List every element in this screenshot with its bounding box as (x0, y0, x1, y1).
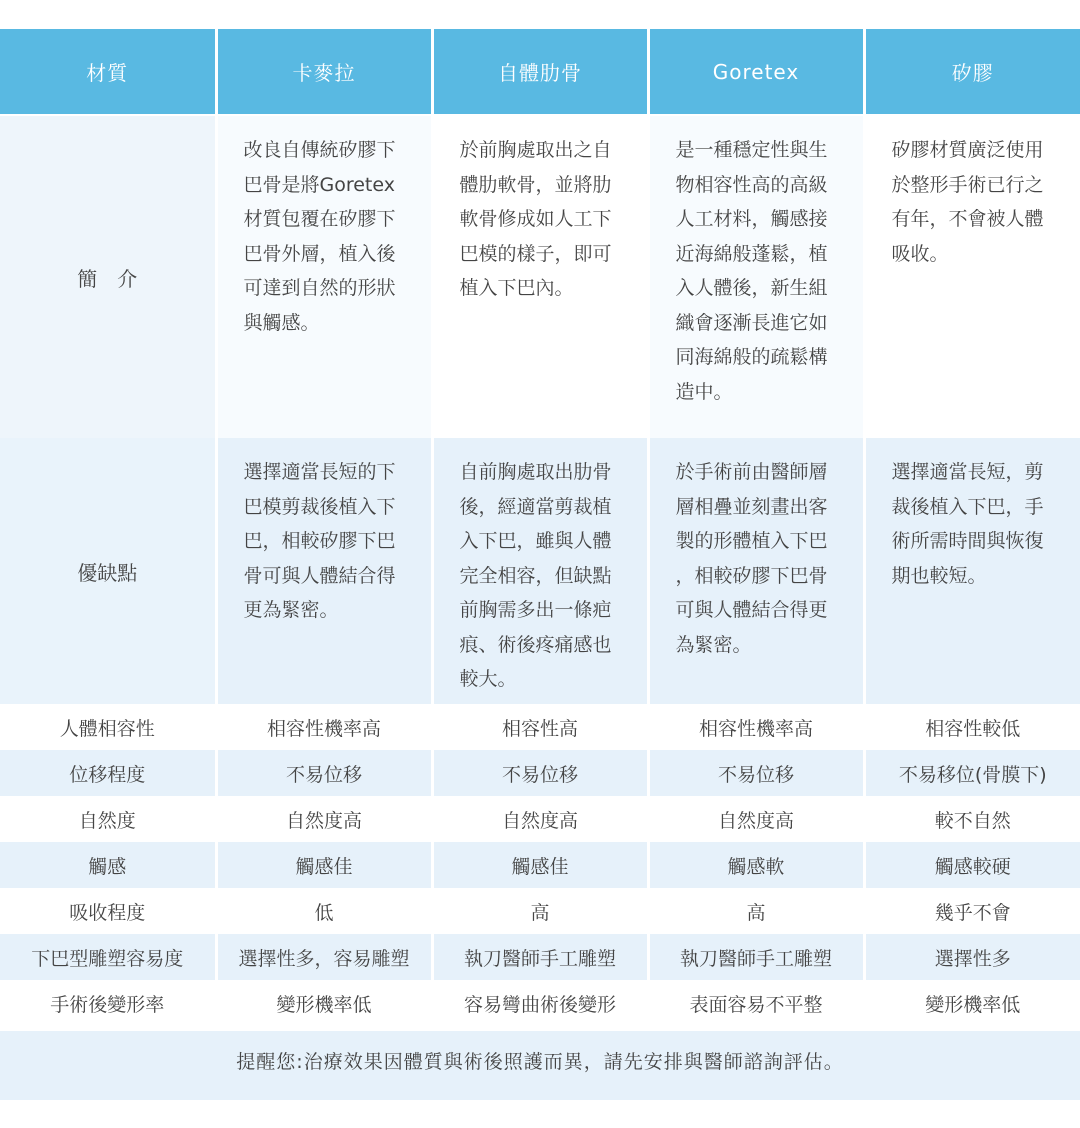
pros-text-2: 自前胸處取出肋骨 後，經適當剪裁植 入下巴，雖與人體 完全相容，但缺點 前胸需多出一條疤 痕、術後疼痛感也 較大。 (459, 461, 612, 690)
table-cell: 幾乎不會 (864, 888, 1080, 934)
header-material: 材質 (0, 29, 216, 115)
table-cell: 變形機率低 (864, 980, 1080, 1026)
table-cell: 低 (216, 888, 432, 934)
table-cell: 相容性較低 (864, 704, 1080, 750)
pros-text-1: 選擇適當長短的下 巴模剪裁後植入下 巴，相較矽膠下巴 骨可與人體結合得 更為緊密。 (243, 461, 396, 621)
row-label: 吸收程度 (0, 888, 216, 934)
table-cell: 相容性高 (432, 704, 648, 750)
pros-cell-2 (432, 438, 648, 704)
intro-cell-3 (648, 115, 864, 438)
header-silicone: 矽膠 (864, 29, 1080, 115)
table-cell: 不易位移 (216, 750, 432, 796)
table-row (0, 750, 1080, 796)
table-cell: 變形機率低 (216, 980, 432, 1026)
header-camera-implant: 卡麥拉 (216, 29, 432, 115)
intro-text-1: 改良自傳統矽膠下 巴骨是將Goretex 材質包覆在矽膠下 巴骨外層，植入後 可達到自然的形狀 與觸感。 (243, 139, 396, 334)
chin-implant-comparison-table (0, 29, 1080, 1026)
table-cell: 選擇性多 (864, 934, 1080, 980)
row-label: 自然度 (0, 796, 216, 842)
table-cell: 選擇性多，容易雕塑 (216, 934, 432, 980)
table-row (0, 796, 1080, 842)
table-row (0, 704, 1080, 750)
header-autologous-rib: 自體肋骨 (432, 29, 648, 115)
intro-cell-1 (216, 115, 432, 438)
table-row-pros-cons (0, 438, 1080, 704)
table-cell: 觸感佳 (432, 842, 648, 888)
table-cell: 執刀醫師手工雕塑 (648, 934, 864, 980)
table-cell: 高 (432, 888, 648, 934)
intro-text-2: 於前胸處取出之自 體肋軟骨，並將肋 軟骨修成如人工下 巴模的樣子，即可 植入下巴內。 (459, 139, 612, 299)
table-cell: 不易位移 (648, 750, 864, 796)
table-row-intro (0, 115, 1080, 438)
table-row (0, 980, 1080, 1026)
pros-cell-4 (864, 438, 1080, 704)
table-cell: 容易彎曲術後變形 (432, 980, 648, 1026)
table-cell: 不易位移 (432, 750, 648, 796)
row-label: 觸感 (0, 842, 216, 888)
table-cell: 觸感佳 (216, 842, 432, 888)
table-row (0, 842, 1080, 888)
table-cell: 相容性機率高 (648, 704, 864, 750)
table-cell: 高 (648, 888, 864, 934)
pros-cell-3 (648, 438, 864, 704)
header-goretex: Goretex (648, 29, 864, 115)
pros-text-3: 於手術前由醫師層 層相疊並刻畫出客 製的形體植入下巴 ，相較矽膠下巴骨 可與人體結合得更 為緊密。 (675, 461, 828, 656)
table-cell: 觸感較硬 (864, 842, 1080, 888)
pros-cell-1 (216, 438, 432, 704)
table-cell: 相容性機率高 (216, 704, 432, 750)
footer-reminder (0, 1031, 1080, 1100)
table-header-row (0, 29, 1080, 115)
row-label-intro: 簡 介 (0, 115, 216, 438)
table-cell: 表面容易不平整 (648, 980, 864, 1026)
row-label: 位移程度 (0, 750, 216, 796)
table-cell: 自然度高 (216, 796, 432, 842)
table-cell: 自然度高 (432, 796, 648, 842)
table-cell: 自然度高 (648, 796, 864, 842)
row-label: 人體相容性 (0, 704, 216, 750)
row-label: 下巴型雕塑容易度 (0, 934, 216, 980)
intro-text-4: 矽膠材質廣泛使用 於整形手術已行之 有年，不會被人體 吸收。 (891, 139, 1044, 265)
table-row (0, 934, 1080, 980)
intro-cell-2 (432, 115, 648, 438)
intro-text-3: 是一種穩定性與生 物相容性高的高級 人工材料，觸感接 近海綿般蓬鬆，植 入人體後，新生組 織會逐漸長進它如 同海綿般的疏鬆構 造中。 (675, 139, 828, 403)
intro-cell-4 (864, 115, 1080, 438)
comparison-table-wrapper (0, 29, 1080, 1026)
table-cell: 觸感軟 (648, 842, 864, 888)
row-label-pros-cons: 優缺點 (0, 438, 216, 704)
table-cell: 執刀醫師手工雕塑 (432, 934, 648, 980)
pros-text-4: 選擇適當長短，剪 裁後植入下巴，手 術所需時間與恢復 期也較短。 (891, 461, 1044, 587)
reminder-text: 提醒您:治療效果因體質與術後照護而異，請先安排與醫師諮詢評估。 (236, 1051, 844, 1073)
table-cell: 較不自然 (864, 796, 1080, 842)
table-cell: 不易移位(骨膜下) (864, 750, 1080, 796)
row-label: 手術後變形率 (0, 980, 216, 1026)
table-row (0, 888, 1080, 934)
